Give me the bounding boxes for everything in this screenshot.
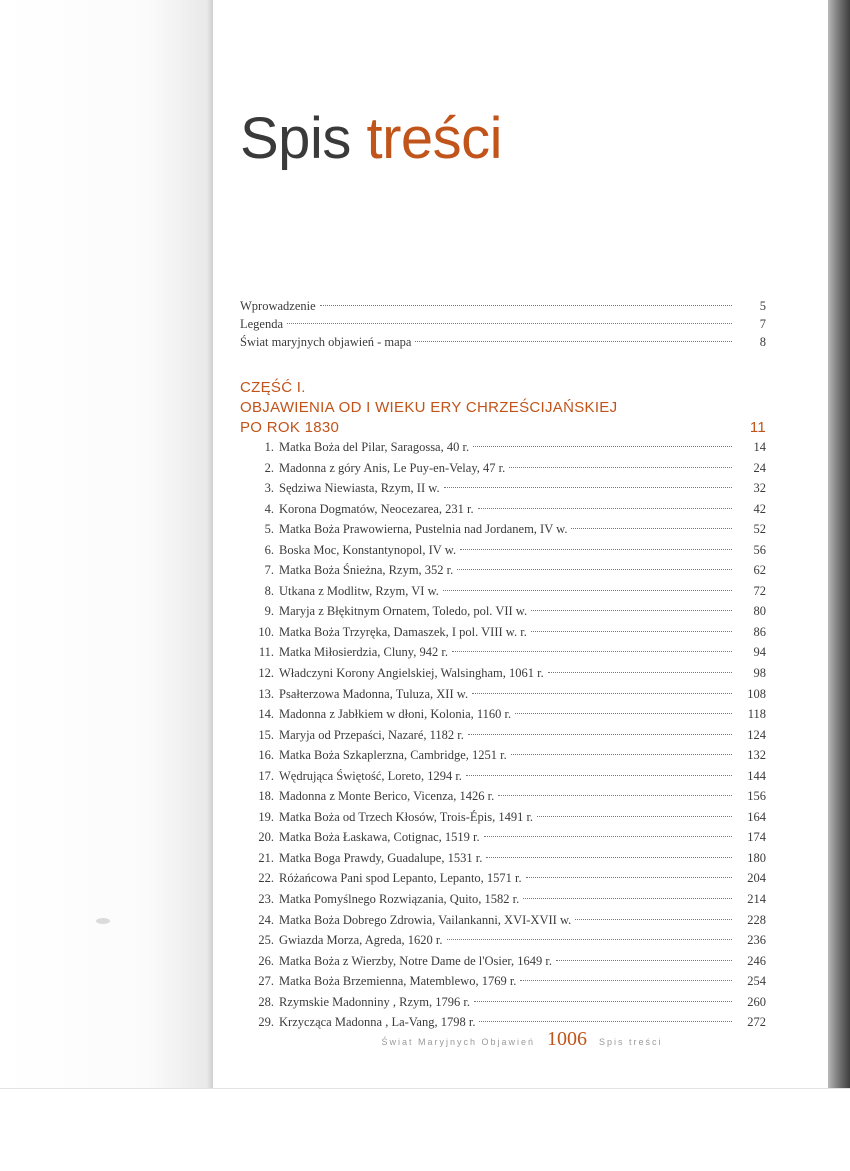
entry-number: 4. <box>264 501 274 516</box>
toc-intro-item[interactable] <box>240 332 766 352</box>
toc-item-page: 5 <box>759 299 766 313</box>
leader-dots <box>556 960 732 961</box>
entry-page: 180 <box>747 850 766 865</box>
leader-dots <box>443 590 732 591</box>
part-page: 11 <box>749 419 766 436</box>
toc-item-label: Świat maryjnych objawień - mapa <box>240 335 412 349</box>
toc-entry[interactable] <box>240 663 766 684</box>
entry-page: 56 <box>753 542 766 557</box>
entry-page: 86 <box>753 624 766 639</box>
entry-title: Maryja od Przepaści, Nazaré, 1182 r. <box>279 727 464 742</box>
entry-page: 260 <box>747 994 766 1009</box>
toc-entry[interactable] <box>240 499 766 520</box>
toc-entry[interactable] <box>240 478 766 499</box>
leader-dots <box>478 508 732 509</box>
entry-title: Matka Boża del Pilar, Saragossa, 40 r. <box>279 440 470 454</box>
entry-page: 14 <box>753 440 766 454</box>
toc-entry[interactable] <box>240 725 766 746</box>
entry-number: 18. <box>258 789 274 804</box>
toc-entry[interactable] <box>240 601 766 622</box>
toc-entry[interactable] <box>240 848 766 869</box>
entry-page: 214 <box>747 892 766 907</box>
toc-item-page: 7 <box>759 317 766 331</box>
leader-dots <box>320 305 732 306</box>
entry-page: 144 <box>747 768 766 783</box>
toc-entry[interactable] <box>240 930 766 951</box>
toc-entry[interactable] <box>240 684 766 705</box>
entry-page: 156 <box>747 789 766 804</box>
entry-number: 26. <box>258 953 274 968</box>
entry-page: 108 <box>747 686 766 701</box>
leader-dots <box>486 857 732 858</box>
leader-dots <box>498 795 732 796</box>
leader-dots <box>468 734 732 735</box>
entry-number: 12. <box>258 666 274 681</box>
entry-number: 3. <box>264 481 274 496</box>
leader-dots <box>447 939 733 940</box>
toc-entry-list <box>240 437 766 1033</box>
entry-title: Wędrująca Świętość, Loreto, 1294 r. <box>279 768 462 783</box>
toc-entry[interactable] <box>240 519 766 540</box>
entry-number: 20. <box>258 830 274 845</box>
leader-dots <box>523 898 732 899</box>
book-edge <box>828 0 850 1090</box>
page-footer <box>213 1028 831 1051</box>
toc-entry[interactable] <box>240 910 766 931</box>
entry-number: 16. <box>258 748 274 763</box>
leader-dots <box>287 323 732 324</box>
entry-title: Korona Dogmatów, Neocezarea, 231 r. <box>279 501 474 516</box>
entry-page: 52 <box>753 522 766 537</box>
toc-item-page: 8 <box>759 335 766 349</box>
entry-title: Sędziwa Niewiasta, Rzym, II w. <box>279 481 440 496</box>
entry-page: 132 <box>747 748 766 763</box>
part-label: CZĘŚĆ I. <box>240 379 306 396</box>
entry-number: 2. <box>264 460 274 475</box>
toc-entry[interactable] <box>240 807 766 828</box>
entry-number: 22. <box>258 871 274 886</box>
toc-entry[interactable] <box>240 951 766 972</box>
entry-page: 42 <box>753 501 766 516</box>
toc-item-label: Wprowadzenie <box>240 299 316 313</box>
entry-page: 272 <box>747 1015 766 1030</box>
entry-title: Krzycząca Madonna , La-Vang, 1798 r. <box>279 1015 476 1030</box>
toc-entry[interactable] <box>240 971 766 992</box>
entry-page: 24 <box>753 460 766 475</box>
toc-entry[interactable] <box>240 622 766 643</box>
leader-dots <box>531 610 732 611</box>
entry-number: 5. <box>264 522 274 537</box>
entry-page: 204 <box>747 871 766 886</box>
entry-number: 11. <box>258 645 274 660</box>
toc-entry[interactable] <box>240 992 766 1013</box>
entry-page: 246 <box>747 953 766 968</box>
toc-intro-item[interactable] <box>240 314 766 334</box>
entry-title: Madonna z Monte Berico, Vicenza, 1426 r. <box>279 789 495 804</box>
entry-title: Władczyni Korony Angielskiej, Walsingham, 1061 r. <box>279 666 544 681</box>
entry-title: Maryja z Błękitnym Ornatem, Toledo, pol. VII w. <box>279 604 528 619</box>
entry-number: 7. <box>264 563 274 578</box>
entry-page: 62 <box>753 563 766 578</box>
toc-entry[interactable] <box>240 458 766 479</box>
leader-dots <box>575 919 732 920</box>
toc-entry[interactable] <box>240 766 766 787</box>
entry-title: Matka Boża Dobrego Zdrowia, Vailankanni, XVI-XVII w. <box>279 912 572 927</box>
left-page <box>0 0 213 1090</box>
toc-entry[interactable] <box>240 827 766 848</box>
leader-dots <box>457 569 732 570</box>
entry-number: 15. <box>258 727 274 742</box>
entry-page: 124 <box>747 727 766 742</box>
leader-dots <box>415 341 732 342</box>
entry-page: 118 <box>747 707 766 722</box>
toc-entry[interactable] <box>240 745 766 766</box>
toc-item-label: Legenda <box>240 317 284 331</box>
entry-title: Matka Pomyślnego Rozwiązania, Quito, 1582 r. <box>279 892 520 907</box>
toc-entry[interactable] <box>240 581 766 602</box>
leader-dots <box>520 980 732 981</box>
entry-page: 164 <box>747 809 766 824</box>
entry-page: 72 <box>753 583 766 598</box>
leader-dots <box>526 877 732 878</box>
leader-dots <box>473 446 732 447</box>
entry-title: Matka Miłosierdzia, Cluny, 942 r. <box>279 645 448 660</box>
entry-title: Psałterzowa Madonna, Tuluza, XII w. <box>279 686 469 701</box>
entry-title: Madonna z Jabłkiem w dłoni, Kolonia, 1160 r. <box>279 707 512 722</box>
entry-title: Matka Boża Brzemienna, Matemblewo, 1769 r. <box>279 974 517 989</box>
entry-title: Matka Boga Prawdy, Guadalupe, 1531 r. <box>279 850 483 865</box>
part-title-line-2: PO ROK 1830 <box>240 419 340 436</box>
entry-number: 19. <box>258 809 274 824</box>
leader-dots <box>509 467 732 468</box>
entry-number: 1. <box>264 440 274 454</box>
entry-number: 21. <box>258 850 274 865</box>
title-word-1: Spis <box>240 106 351 171</box>
footer-section-title: Spis treści <box>599 1037 663 1047</box>
entry-number: 25. <box>258 933 274 948</box>
entry-page: 228 <box>747 912 766 927</box>
entry-page: 254 <box>747 974 766 989</box>
entry-page: 94 <box>753 645 766 660</box>
toc-entry[interactable] <box>240 642 766 663</box>
entry-number: 27. <box>258 974 274 989</box>
leader-dots <box>571 528 732 529</box>
scan-smudge <box>96 918 110 924</box>
leader-dots <box>460 549 732 550</box>
footer-book-title: Świat Maryjnych Objawień <box>381 1037 536 1047</box>
page-number: 1006 <box>547 1028 588 1050</box>
entry-title: Gwiazda Morza, Agreda, 1620 r. <box>279 933 443 948</box>
entry-title: Matka Boża Prawowierna, Pustelnia nad Jordanem, IV w. <box>279 522 568 537</box>
toc-entry[interactable] <box>240 437 766 458</box>
leader-dots <box>484 836 732 837</box>
entry-number: 29. <box>258 1015 274 1030</box>
entry-number: 6. <box>264 542 274 557</box>
leader-dots <box>472 693 732 694</box>
entry-title: Matka Boża od Trzech Kłosów, Trois-Épis, 1491 r. <box>279 809 534 824</box>
entry-title: Matka Boża Śnieżna, Rzym, 352 r. <box>279 563 454 578</box>
entry-number: 14. <box>258 707 274 722</box>
entry-number: 9. <box>264 604 274 619</box>
entry-number: 28. <box>258 994 274 1009</box>
leader-dots <box>466 775 732 776</box>
scan-margin <box>0 1088 850 1171</box>
part-heading[interactable] <box>240 378 766 438</box>
part-title-line-1: OBJAWIENIA OD I WIEKU ERY CHRZEŚCIJAŃSKIEJ <box>240 399 618 416</box>
entry-number: 10. <box>258 624 274 639</box>
page-title <box>240 105 502 172</box>
entry-title: Utkana z Modlitw, Rzym, VI w. <box>279 583 439 598</box>
entry-page: 174 <box>747 830 766 845</box>
leader-dots <box>531 631 732 632</box>
entry-title: Madonna z góry Anis, Le Puy-en-Velay, 47 r. <box>279 460 506 475</box>
toc-intro-item[interactable] <box>240 296 766 316</box>
entry-number: 13. <box>258 686 274 701</box>
entry-number: 8. <box>264 583 274 598</box>
entry-page: 80 <box>753 604 766 619</box>
entry-number: 24. <box>258 912 274 927</box>
entry-title: Boska Moc, Konstantynopol, IV w. <box>279 542 457 557</box>
leader-dots <box>452 651 732 652</box>
entry-page: 98 <box>753 666 766 681</box>
toc-entry[interactable] <box>240 786 766 807</box>
toc-entry[interactable] <box>240 560 766 581</box>
leader-dots <box>515 713 732 714</box>
entry-page: 32 <box>753 481 766 496</box>
entry-number: 23. <box>258 892 274 907</box>
entry-title: Rzymskie Madonniny , Rzym, 1796 r. <box>279 994 470 1009</box>
entry-page: 236 <box>747 933 766 948</box>
leader-dots <box>474 1001 732 1002</box>
leader-dots <box>479 1021 732 1022</box>
title-word-2: treści <box>366 106 503 171</box>
toc-entry[interactable] <box>240 868 766 889</box>
leader-dots <box>511 754 732 755</box>
entry-number: 17. <box>258 768 274 783</box>
leader-dots <box>548 672 732 673</box>
entry-title: Matka Boża z Wierzby, Notre Dame de l'Osier, 1649 r. <box>279 953 553 968</box>
entry-title: Różańcowa Pani spod Lepanto, Lepanto, 1571 r. <box>279 871 522 886</box>
entry-title: Matka Boża Szkaplerzna, Cambridge, 1251 r. <box>279 748 507 763</box>
leader-dots <box>537 816 732 817</box>
entry-title: Matka Boża Łaskawa, Cotignac, 1519 r. <box>279 830 480 845</box>
toc-entry[interactable] <box>240 540 766 561</box>
entry-title: Matka Boża Trzyręka, Damaszek, I pol. VIII w. r. <box>279 624 527 639</box>
toc-entry[interactable] <box>240 889 766 910</box>
toc-entry[interactable] <box>240 704 766 725</box>
leader-dots <box>444 487 732 488</box>
